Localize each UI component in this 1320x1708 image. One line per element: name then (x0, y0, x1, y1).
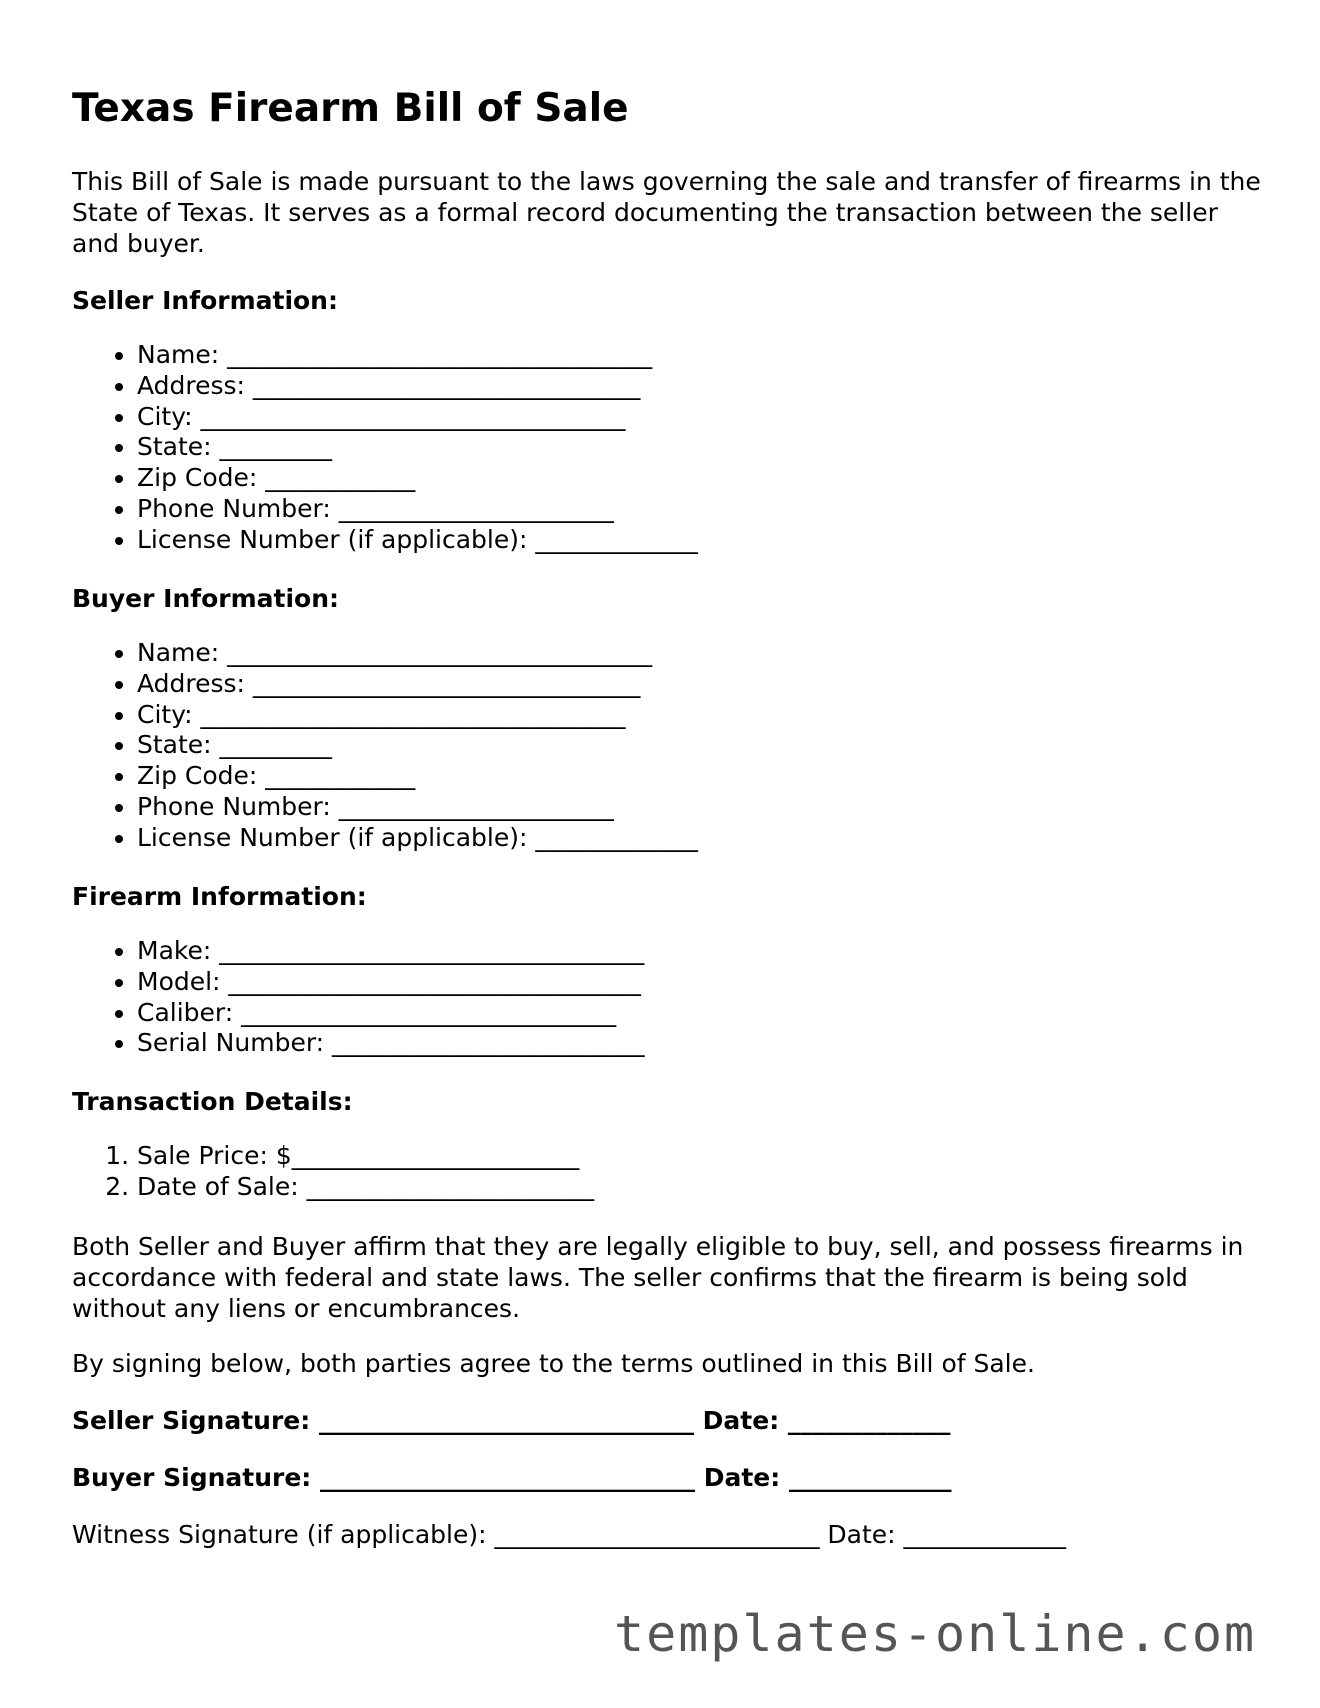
seller-heading: Seller Information: (72, 286, 338, 315)
firearm-serial-field: • Serial Number: _________________________ (137, 1028, 645, 1059)
seller-signature-line: Seller Signature: ______________________________ Date: _____________ (72, 1406, 951, 1435)
watermark-logo: templates-online.com (614, 1605, 1257, 1663)
buyer-zip-field: • Zip Code: ____________ (137, 761, 698, 792)
seller-name-field: • Name: __________________________________ (137, 340, 698, 371)
intro-paragraph: This Bill of Sale is made pursuant to the laws governing the sale and transfer of firearms in the State of Texas. It serves as a formal record documenting the transaction between the seller and buyer. (72, 167, 1261, 258)
buyer-heading: Buyer Information: (72, 584, 340, 613)
buyer-city-field: • City: __________________________________ (137, 700, 698, 731)
buyer-signature-line: Buyer Signature: ______________________________ Date: _____________ (72, 1463, 952, 1492)
firearm-heading: Firearm Information: (72, 882, 367, 911)
witness-signature-line: Witness Signature (if applicable): __________________________ Date: _____________ (72, 1520, 1067, 1549)
buyer-address-field: • Address: _______________________________ (137, 669, 698, 700)
seller-zip-field: • Zip Code: ____________ (137, 463, 698, 494)
transaction-fields-list (72, 1141, 594, 1203)
seller-fields-list (72, 340, 698, 556)
firearm-model-field: • Model: _________________________________ (137, 967, 645, 998)
buyer-name-field: • Name: __________________________________ (137, 638, 698, 669)
seller-phone-field: • Phone Number: ______________________ (137, 494, 698, 525)
buyer-state-field: • State: _________ (137, 730, 698, 761)
firearm-fields-list (72, 936, 645, 1059)
affirmation-paragraph: Both Seller and Buyer affirm that they are legally eligible to buy, sell, and possess firearms in accordance with federal and state laws. The seller confirms that the firearm is being sold without any liens or encumbrances. (72, 1232, 1244, 1323)
seller-state-field: • State: _________ (137, 432, 698, 463)
agreement-paragraph: By signing below, both parties agree to the terms outlined in this Bill of Sale. (72, 1349, 1035, 1378)
firearm-make-field: • Make: __________________________________ (137, 936, 645, 967)
seller-city-field: • City: __________________________________ (137, 402, 698, 433)
seller-address-field: • Address: _______________________________ (137, 371, 698, 402)
buyer-phone-field: • Phone Number: ______________________ (137, 792, 698, 823)
sale-price-field: 1. Sale Price: $_______________________ (137, 1141, 594, 1172)
document-title: Texas Firearm Bill of Sale (72, 86, 629, 131)
date-of-sale-field: 2. Date of Sale: _______________________ (137, 1172, 594, 1203)
buyer-fields-list (72, 638, 698, 854)
firearm-caliber-field: • Caliber: ______________________________ (137, 998, 645, 1029)
buyer-license-field: • License Number (if applicable): _____________ (137, 823, 698, 854)
seller-license-field: • License Number (if applicable): _____________ (137, 525, 698, 556)
transaction-heading: Transaction Details: (72, 1087, 353, 1116)
